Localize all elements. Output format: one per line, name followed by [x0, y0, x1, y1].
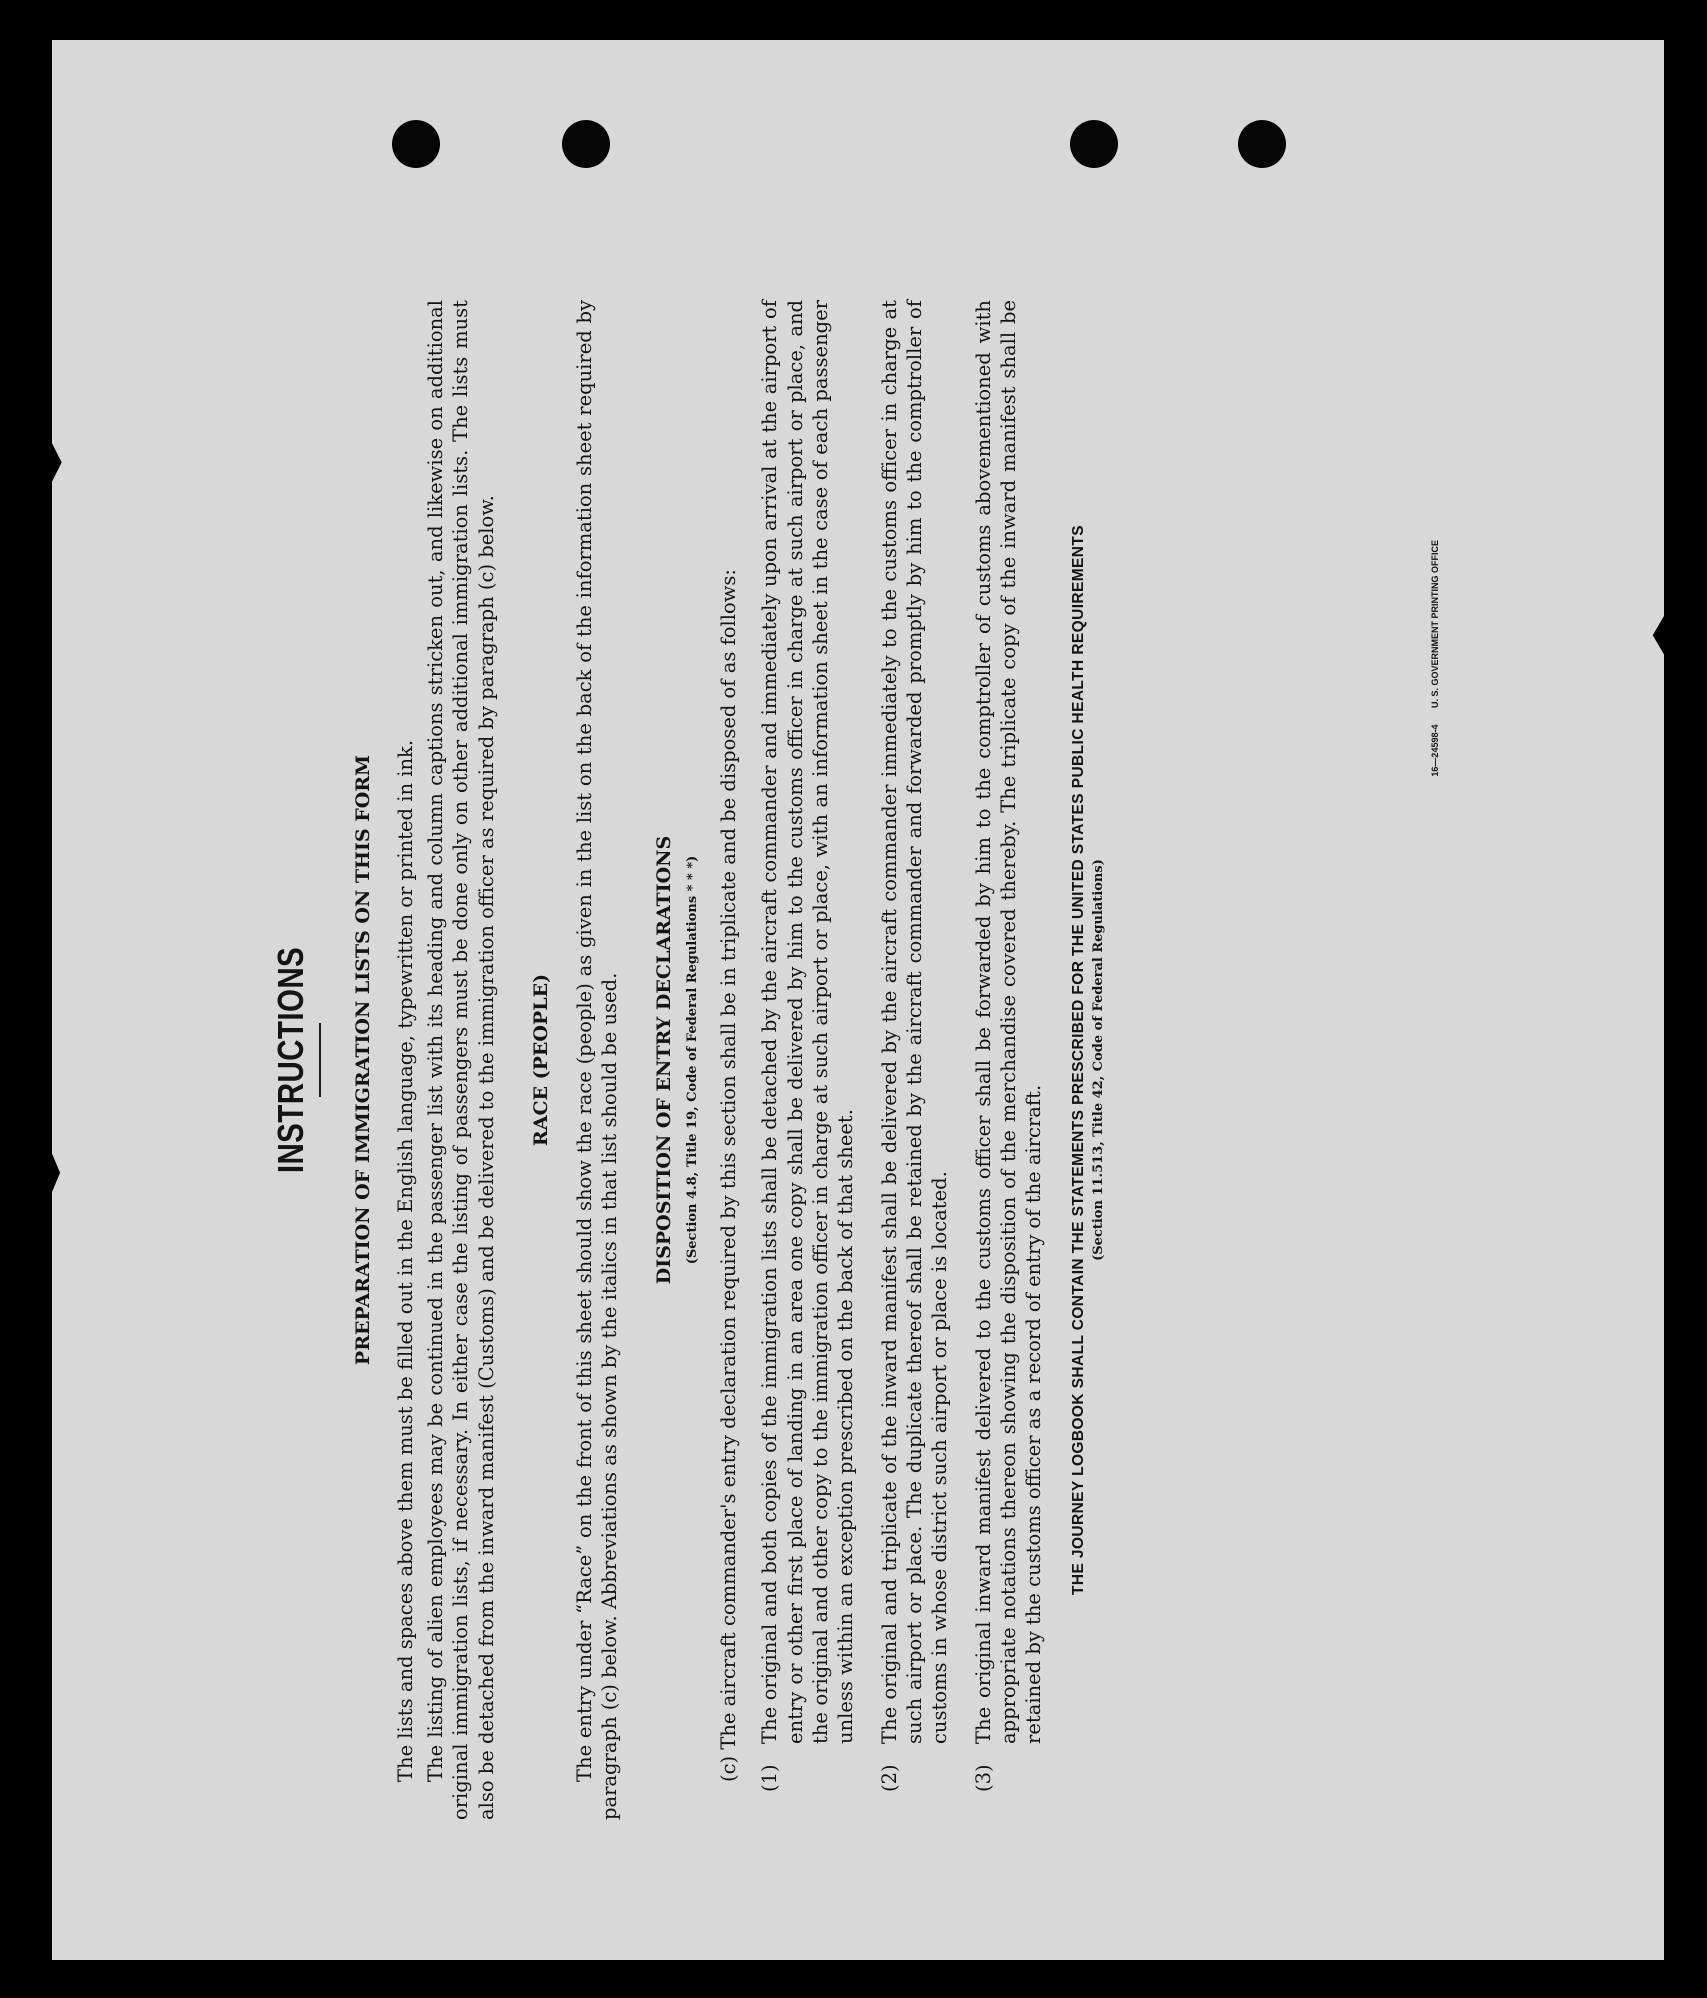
disposition-item	[877, 300, 953, 1820]
item-text: The original and both copies of the immigration lists shall be detached by the aircraft commander and immediately upon arrival at the airport of entry or other first place of landing in an area one copy shall be delivered by him to the customs officer in charge at such airport or place, and the original and other copy to the immigration officer in charge at such airport or place, with an information sheet in the case of each passenger unless within an exception prescribed on the back of that sheet.	[758, 300, 858, 1744]
printer-imprint	[1430, 540, 1442, 791]
page-title: INSTRUCTIONS	[270, 946, 311, 1174]
item-text: The original and triplicate of the inward manifest shall be delivered by the aircraft commander immediately to the customs officer in charge at such airport or place. The duplicate thereof shall be retained by the aircraft commander and forwarded promptly by him to the comptroller of customs in whose district such airport or place is located.	[877, 300, 952, 1744]
punch-hole	[562, 120, 610, 168]
preparation-paragraph-2: The listing of alien employees may be continued in the passenger list with its heading and column captions stricken out, and likewise on additional original immigration lists, if necessary. In either case the listing of passengers must be done only on other additional immigration lists. The lists must also be detached from the inward manifest (Customs) and be delivered to the immigration officer as required by paragraph (c) below.	[423, 300, 498, 1820]
disposition-intro: (c) The aircraft commander's entry declaration required by this section shall be in triplicate and be disposed of as follows:	[716, 569, 740, 1782]
logbook-citation: (Section 11.513, Title 42, Code of Federal Regulations)	[1090, 859, 1106, 1261]
disposition-item	[757, 300, 858, 1820]
disposition-subheading: (Section 4.8, Title 19, Code of Federal Regulations * * *)	[684, 855, 700, 1265]
race-paragraph: The entry under “Race” on the front of this sheet should show the race (people) as given in the list on the back of the information sheet required by paragraph (c) below. Abbreviations as shown by the italics in that list should be used.	[572, 300, 621, 1820]
item-number: (1)	[758, 1764, 782, 1792]
item-text: The original inward manifest delivered to the customs officer shall be forwarded by him to the comptroller of customs abovementioned with appropriate notations thereon showing the disposition of the merchandise covered thereby. The triplicate copy of the inward manifest shall be retained by the customs officer as a record of entry of the aircraft.	[971, 300, 1046, 1744]
disposition-item	[971, 300, 1047, 1820]
race-heading: RACE (PEOPLE)	[529, 973, 552, 1147]
punch-hole	[1070, 120, 1118, 168]
logbook-statement: THE JOURNEY LOGBOOK SHALL CONTAIN THE STATEMENTS PRESCRIBED FOR THE UNITED STATES PUBLIC HEALTH REQUIREMENTS	[1069, 525, 1087, 1595]
rotated-instructions	[268, 300, 1441, 1820]
punch-hole	[1238, 120, 1286, 168]
item-number: (2)	[877, 1764, 901, 1792]
preparation-heading: PREPARATION OF IMMIGRATION LISTS ON THIS FORM	[351, 754, 374, 1366]
form-number: 16—24598-4	[1430, 724, 1441, 777]
title-rule	[319, 1023, 321, 1097]
preparation-paragraph-1: The lists and spaces above them must be filled out in the English language, typewritten or printed in ink.	[394, 739, 418, 1782]
item-number: (3)	[971, 1764, 995, 1792]
printer-name: U. S. GOVERNMENT PRINTING OFFICE	[1430, 540, 1441, 709]
punch-hole	[392, 120, 440, 168]
disposition-heading: DISPOSITION OF ENTRY DECLARATIONS	[653, 835, 676, 1285]
